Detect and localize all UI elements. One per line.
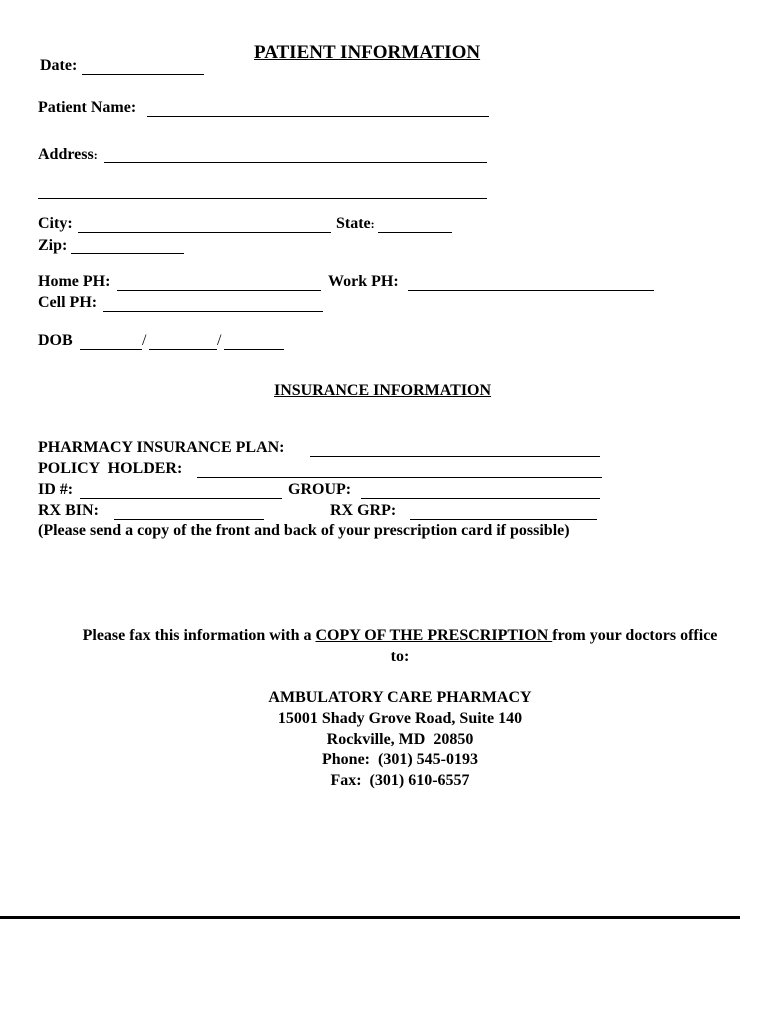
- cell-phone-field[interactable]: [103, 311, 323, 312]
- address-label: Address:: [38, 146, 98, 163]
- dob-day-field[interactable]: [149, 349, 217, 350]
- state-field[interactable]: [378, 232, 452, 233]
- id-label: ID #:: [38, 481, 74, 498]
- fax-instruction: Please fax this information with a COPY OF THE PRESCRIPTION from your doctors office: [82, 627, 718, 644]
- home-phone-label: Home PH:: [38, 273, 111, 290]
- work-phone-label: Work PH:: [328, 273, 399, 290]
- pharmacy-fax: Fax: (301) 610-6557: [330, 772, 470, 789]
- home-phone-field[interactable]: [117, 290, 321, 291]
- dob-year-field[interactable]: [224, 349, 284, 350]
- state-label: State:: [336, 215, 375, 232]
- patient-info-title: PATIENT INFORMATION: [254, 42, 481, 63]
- group-label: GROUP:: [288, 481, 352, 498]
- dob-label: DOB: [38, 332, 73, 349]
- bottom-divider: [0, 916, 740, 919]
- address-line-1-field[interactable]: [104, 162, 487, 163]
- address-line-2-field[interactable]: [38, 198, 487, 199]
- zip-field[interactable]: [71, 253, 184, 254]
- insurance-info-title: INSURANCE INFORMATION: [274, 382, 492, 399]
- work-phone-field[interactable]: [408, 290, 654, 291]
- prescription-card-note: (Please send a copy of the front and back of your prescription card if possible): [38, 522, 570, 539]
- patient-name-label: Patient Name:: [38, 99, 137, 116]
- dob-separator: /: [142, 332, 147, 349]
- patient-name-field[interactable]: [147, 116, 489, 117]
- rx-bin-label: RX BIN:: [38, 502, 99, 519]
- pharmacy-insurance-plan-field[interactable]: [310, 456, 600, 457]
- policy-holder-label: POLICY HOLDER:: [38, 460, 183, 477]
- policy-holder-field[interactable]: [197, 477, 602, 478]
- cell-phone-label: Cell PH:: [38, 294, 98, 311]
- rx-bin-field[interactable]: [114, 519, 264, 520]
- city-field[interactable]: [78, 232, 331, 233]
- date-field[interactable]: [82, 74, 204, 75]
- dob-separator: /: [217, 332, 222, 349]
- rx-grp-label: RX GRP:: [330, 502, 397, 519]
- group-field[interactable]: [361, 498, 600, 499]
- date-label: Date:: [40, 57, 78, 74]
- dob-month-field[interactable]: [80, 349, 142, 350]
- pharmacy-insurance-plan-label: PHARMACY INSURANCE PLAN:: [38, 439, 285, 456]
- city-label: City:: [38, 215, 73, 232]
- pharmacy-phone: Phone: (301) 545-0193: [322, 751, 478, 768]
- zip-label: Zip:: [38, 237, 68, 254]
- fax-instruction-to: to:: [390, 648, 410, 665]
- pharmacy-name: AMBULATORY CARE PHARMACY: [268, 689, 532, 706]
- id-field[interactable]: [80, 498, 282, 499]
- pharmacy-city: Rockville, MD 20850: [326, 731, 474, 748]
- rx-grp-field[interactable]: [410, 519, 597, 520]
- pharmacy-street: 15001 Shady Grove Road, Suite 140: [277, 710, 523, 727]
